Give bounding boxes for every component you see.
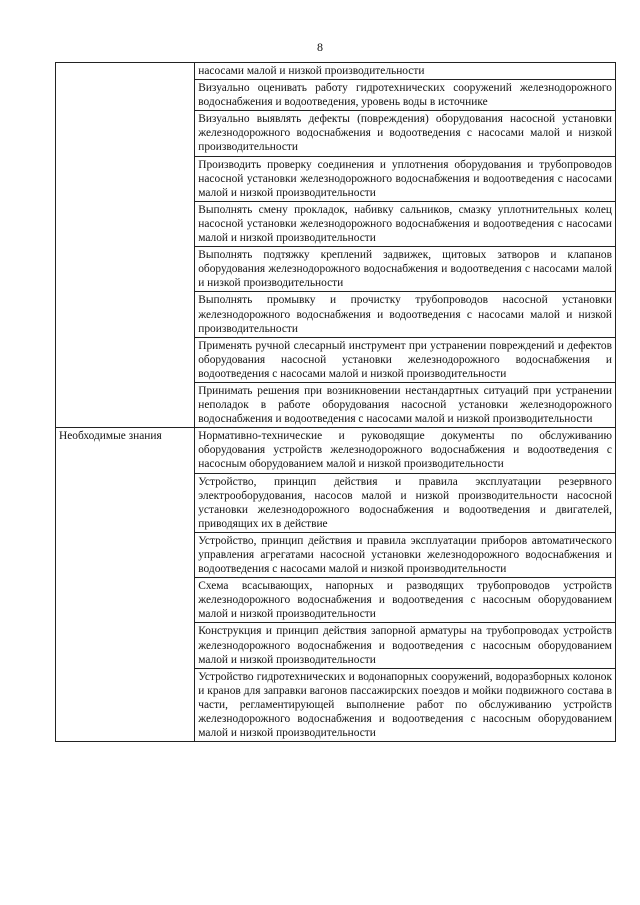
skill-item: Выполнять промывку и прочистку трубопроводов насосной установки железнодорожного водоснабжения и водоотведения с насосами малой и низкой производительности <box>195 292 616 337</box>
knowledge-item: Устройство гидротехнических и водонапорных сооружений, водоразборных колонок и кранов для заправки вагонов пассажирских поездов и мойки подвижного состава в части, регламентирующей выполнение работ по обслуживанию устройств железнодорожного водоснабжения и водоотведения с насосным оборудованием малой и низкой производительности <box>195 668 616 741</box>
skill-item: Выполнять подтяжку креплений задвижек, щитовых затворов и клапанов оборудования железнодорожного водоснабжения и водоотведения с насосами малой и низкой производительности <box>195 247 616 292</box>
skill-item: насосами малой и низкой производительности <box>195 63 616 80</box>
knowledge-item: Устройство, принцип действия и правила эксплуатации резервного электрооборудования, насосов малой и низкой производительности насосной установки железнодорожного водоснабжения и водоотведения и двигателей, приводящих их в действие <box>195 473 616 532</box>
knowledge-item: Схема всасывающих, напорных и разводящих трубопроводов устройств железнодорожного водоснабжения и водоотведения с насосным оборудованием малой и низкой производительности <box>195 578 616 623</box>
table-row <box>56 428 616 473</box>
skill-item: Производить проверку соединения и уплотнения оборудования и трубопроводов насосной установки железнодорожного водоснабжения и водоотведения с насосами малой и низкой производительности <box>195 156 616 201</box>
table-row <box>56 63 616 80</box>
knowledge-label: Необходимые знания <box>56 428 195 742</box>
skill-item: Принимать решения при возникновении нестандартных ситуаций при устранении неполадок в работе оборудования насосной установки железнодорожного водоснабжения и водоотведения с насосами малой и низкой производительности <box>195 382 616 427</box>
skill-item: Визуально оценивать работу гидротехнических сооружений железнодорожного водоснабжения и водоотведения, уровень воды в источнике <box>195 80 616 111</box>
knowledge-item: Нормативно-технические и руководящие документы по обслуживанию оборудования устройств железнодорожного водоснабжения и водоотведения с насосным оборудованием малой и низкой производительности <box>195 428 616 473</box>
competency-table <box>55 62 616 742</box>
knowledge-section <box>56 428 616 742</box>
skill-item: Применять ручной слесарный инструмент при устранении повреждений и дефектов оборудования насосной установки железнодорожного водоснабжения и водоотведения с насосами малой и низкой производительности <box>195 337 616 382</box>
knowledge-item: Устройство, принцип действия и правила эксплуатации приборов автоматического управления агрегатами насосной установки железнодорожного водоснабжения и водоотведения с насосами малой и низкой производительности <box>195 532 616 577</box>
skill-item: Выполнять смену прокладок, набивку сальников, смазку уплотнительных колец насосной установки железнодорожного водоснабжения и водоотведения с насосами малой и низкой производительности <box>195 201 616 246</box>
skills-label-cell <box>56 63 195 428</box>
skill-item: Визуально выявлять дефекты (повреждения) оборудования насосной установки железнодорожного водоснабжения и водоотведения с насосами малой и низкой производительности <box>195 111 616 156</box>
knowledge-item: Конструкция и принцип действия запорной арматуры на трубопроводах устройств железнодорожного водоснабжения и водоотведения с насосным оборудованием малой и низкой производительности <box>195 623 616 668</box>
skills-section <box>56 63 616 428</box>
page-number: 8 <box>317 40 323 54</box>
